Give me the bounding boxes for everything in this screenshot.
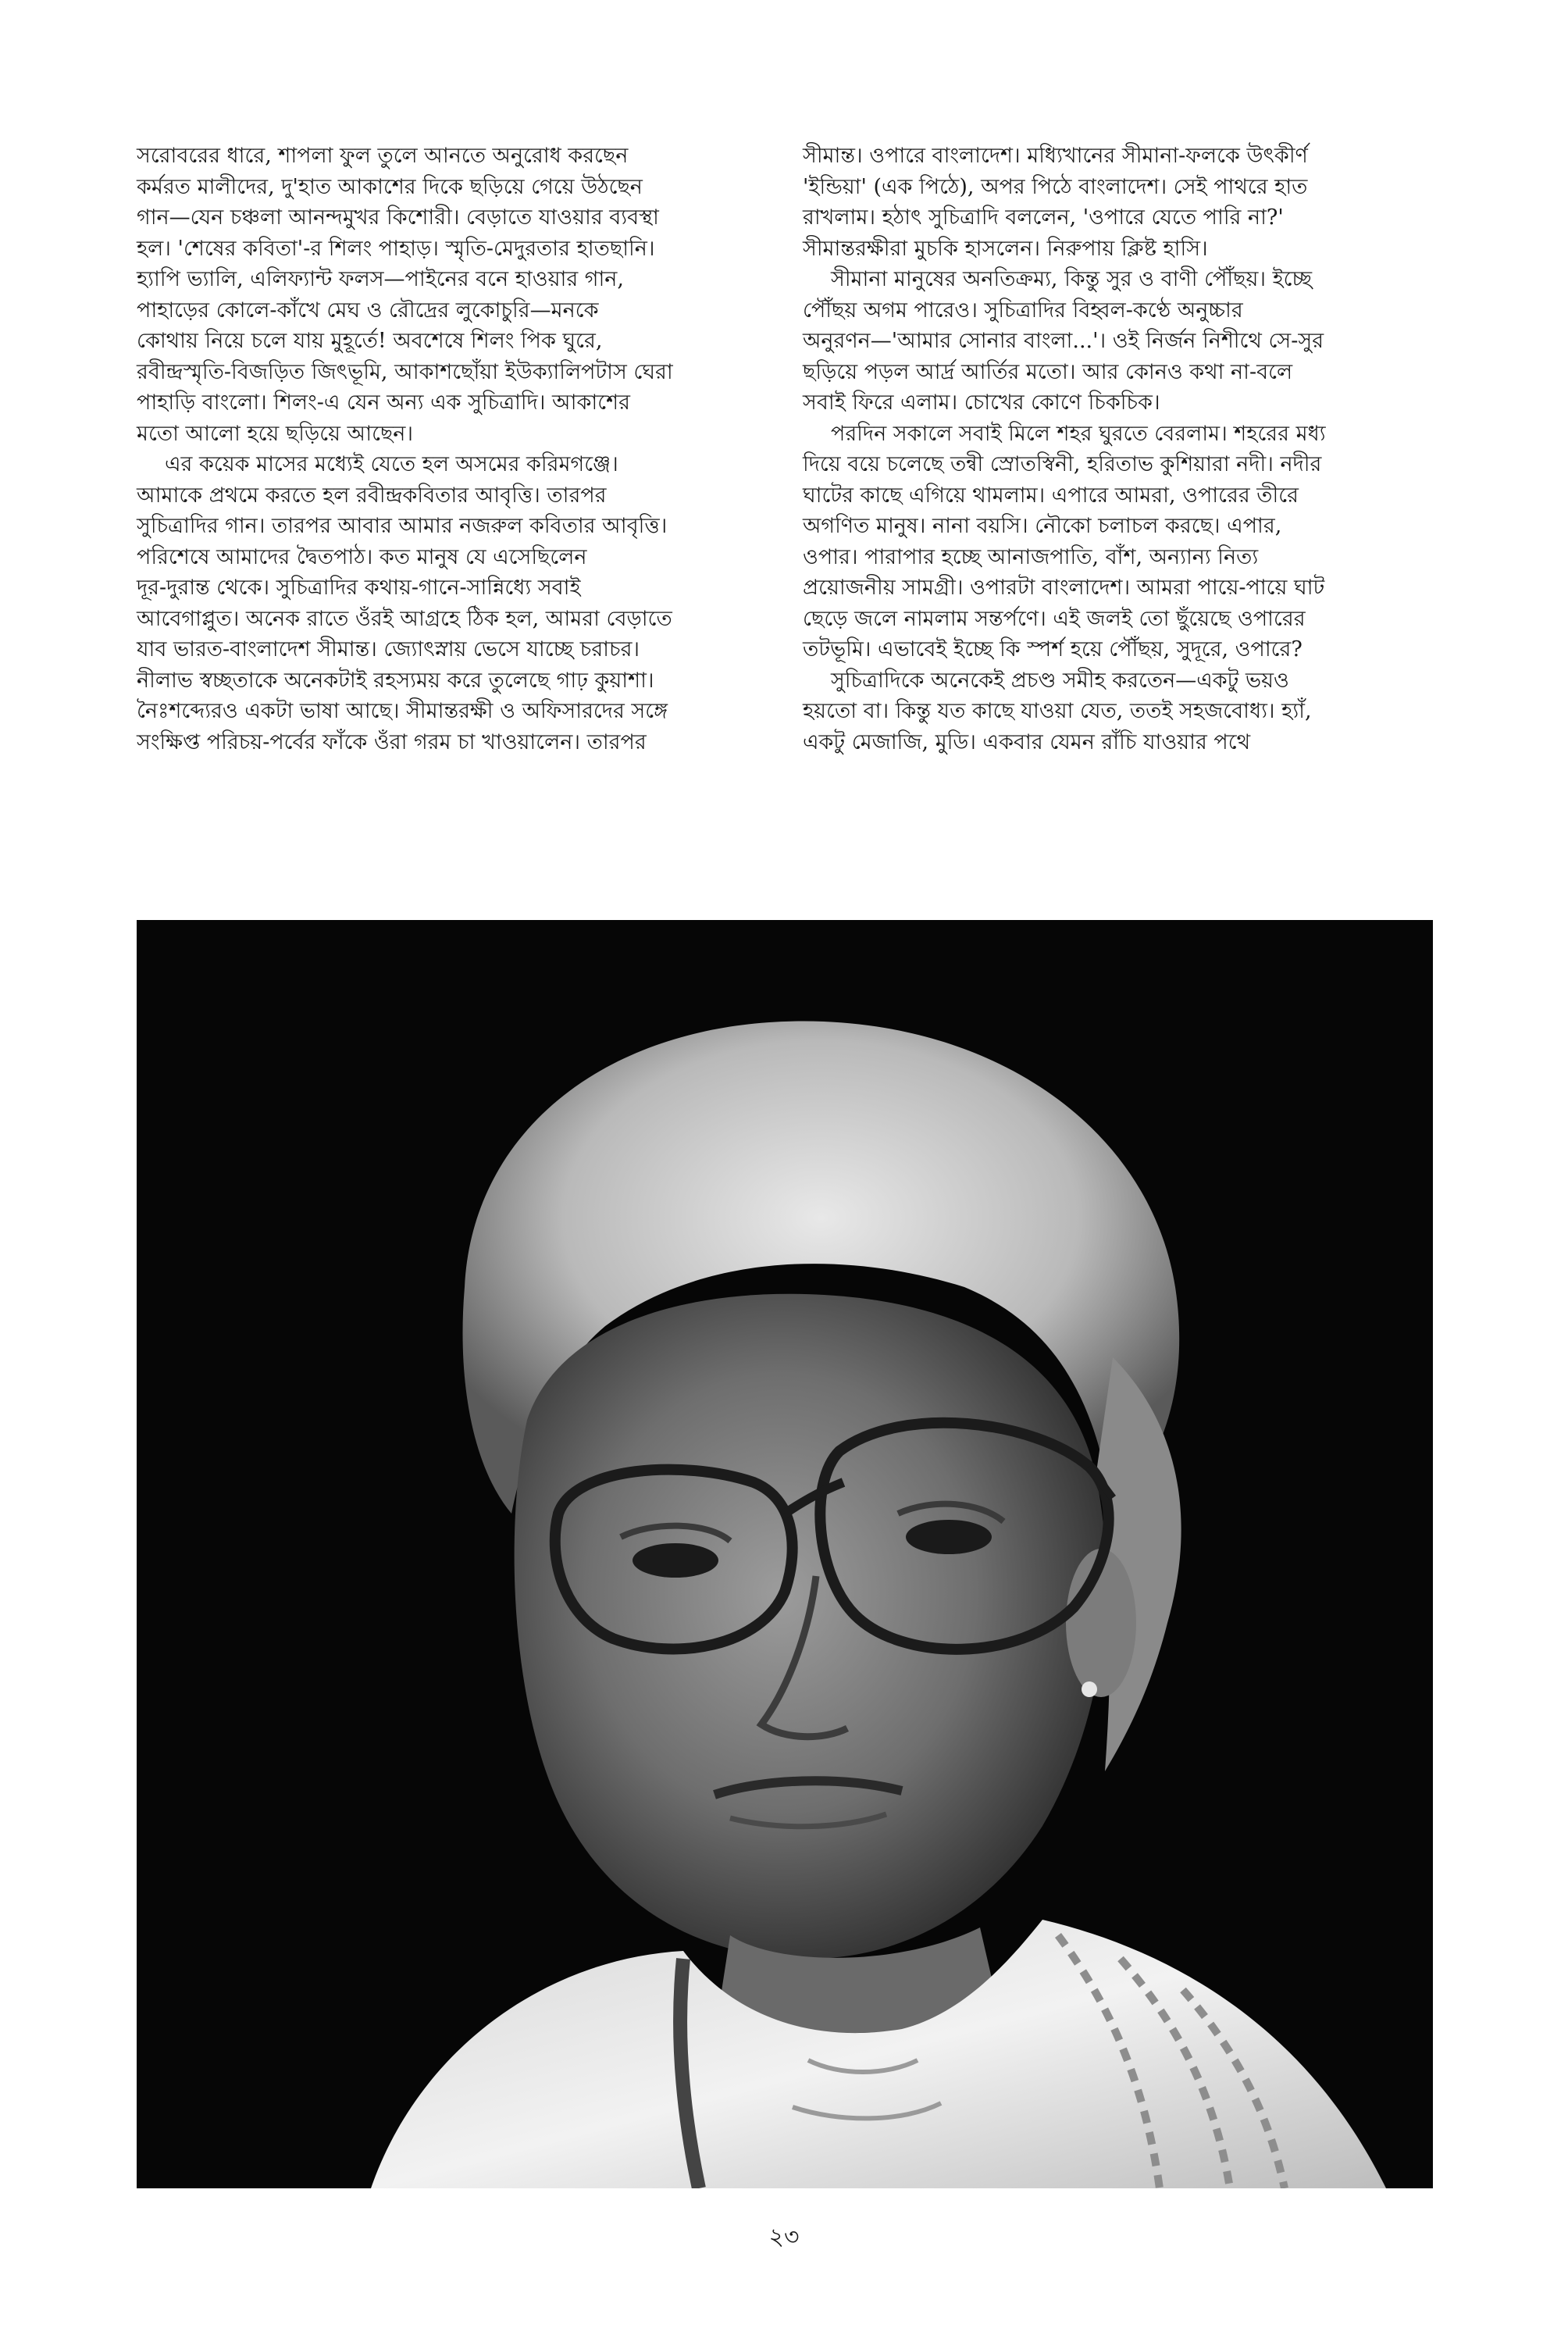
text-line: সীমান্তরক্ষীরা মুচকি হাসলেন। নিরুপায় ক্লিষ্ট হাসি। [803, 236, 1208, 261]
text-line: একটু মেজাজি, মুডি। একবার যেমন রাঁচি যাওয়ার পথে [803, 729, 1251, 754]
text-line: দূর-দুরান্ত থেকে। সুচিত্রাদির কথায়-গানে-সান্নিধ্যে সবাই [137, 576, 581, 600]
page-number: ২৩ [768, 2223, 800, 2251]
portrait-photo-icon [137, 920, 1433, 2188]
text-line: মতো আলো হয়ে ছড়িয়ে আছেন। [137, 421, 414, 446]
text-line: গান—যেন চঞ্চলা আনন্দমুখর কিশোরী। বেড়াতে যাওয়ার ব্যবস্থা [137, 205, 659, 230]
text-line: হল। 'শেষের কবিতা'-র শিলং পাহাড়। স্মৃতি-মেদুরতার হাতছানি। [137, 236, 655, 261]
text-line: রবীন্দ্রস্মৃতি-বিজড়িত জিৎভূমি, আকাশছোঁয়া ইউক্যালিপটাস ঘেরা [137, 359, 673, 384]
text-line: নৈঃশব্দ্যেরও একটা ভাষা আছে। সীমান্তরক্ষী ও অফিসারদের সঙ্গে [137, 699, 668, 723]
left-text-column [137, 141, 785, 758]
text-line: কর্মরত মালীদের, দু'হাত আকাশের দিকে ছড়িয়ে গেয়ে উঠছেন [137, 174, 643, 199]
paragraph-start-line: পরদিন সকালে সবাই মিলে শহর ঘুরতে বেরলাম। শহরের মধ্য [831, 421, 1326, 446]
text-line: কোথায় নিয়ে চলে যায় মুহূর্তে! অবশেষে শিলং পিক ঘুরে, [137, 329, 603, 353]
text-line: হয়তো বা। কিন্তু যত কাছে যাওয়া যেত, ততই সহজবোধ্য। হ্যাঁ, [803, 699, 1312, 723]
text-line: সংক্ষিপ্ত পরিচয়-পর্বের ফাঁকে ওঁরা গরম চা খাওয়ালেন। তারপর [137, 729, 647, 754]
text-line: পাহাড়ি বাংলো। শিলং-এ যেন অন্য এক সুচিত্রাদি। আকাশের [137, 390, 630, 415]
text-line: সবাই ফিরে এলাম। চোখের কোণে চিকচিক। [803, 390, 1160, 415]
text-line: ছড়িয়ে পড়ল আর্দ্র আর্তির মতো। আর কোনও কথা না-বলে [803, 359, 1293, 384]
text-line: পৌঁছয় অগম পারেও। সুচিত্রাদির বিহ্বল-কণ্ঠে অনুচ্চার [803, 298, 1243, 323]
text-line: প্রয়োজনীয় সামগ্রী। ওপারটা বাংলাদেশ। আমরা পায়ে-পায়ে ঘাট [803, 576, 1325, 600]
paragraph-start-line: সীমানা মানুষের অনতিক্রম্য, কিন্তু সুর ও বাণী পৌঁছয়। ইচ্ছে [831, 267, 1313, 291]
text-line: পরিশেষে আমাদের দ্বৈতপাঠ। কত মানুষ যে এসেছিলেন [137, 544, 587, 569]
text-line: অনুরণন—'আমার সোনার বাংলা...'। ওই নির্জন নিশীথে সে-সুর [803, 329, 1324, 353]
text-line: সীমান্ত। ওপারে বাংলাদেশ। মধ্যিখানের সীমানা-ফলকে উৎকীর্ণ [803, 144, 1308, 168]
text-line: 'ইন্ডিয়া' (এক পিঠে), অপর পিঠে বাংলাদেশ। সেই পাথরে হাত [803, 174, 1308, 199]
paragraph-start-line: এর কয়েক মাসের মধ্যেই যেতে হল অসমের করিমগঞ্জে। [165, 452, 618, 476]
text-line: যাব ভারত-বাংলাদেশ সীমান্ত। জ্যোৎস্নায় ভেসে যাচ্ছে চরাচর। [137, 637, 640, 661]
right-text-column [803, 141, 1451, 758]
text-line: দিয়ে বয়ে চলেছে তন্বী স্রোতস্বিনী, হরিতাভ কুশিয়ারা নদী। নদীর [803, 452, 1322, 476]
text-line: ওপার। পারাপার হচ্ছে আনাজপাতি, বাঁশ, অন্যান্য নিত্য [803, 544, 1259, 569]
text-line: আমাকে প্রথমে করতে হল রবীন্দ্রকবিতার আবৃত্তি। তারপর [137, 483, 607, 508]
text-line: সরোবরের ধারে, শাপলা ফুল তুলে আনতে অনুরোধ করছেন [137, 144, 629, 168]
text-line: অগণিত মানুষ। নানা বয়সি। নৌকো চলাচল করছে। এপার, [803, 514, 1282, 538]
paragraph-start-line: সুচিত্রাদিকে অনেকেই প্রচণ্ড সমীহ করতেন—একটু ভয়ও [831, 668, 1289, 693]
portrait-photo [137, 920, 1433, 2188]
text-line: সুচিত্রাদির গান। তারপর আবার আমার নজরুল কবিতার আবৃত্তি। [137, 514, 668, 538]
text-line: ছেড়ে জলে নামলাম সন্তর্পণে। এই জলই তো ছুঁয়েছে ওপারের [803, 606, 1306, 631]
text-line: পাহাড়ের কোলে-কাঁখে মেঘ ও রৌদ্রের লুকোচুরি—মনকে [137, 298, 599, 323]
text-line: ঘাটের কাছে এগিয়ে থামলাম। এপারে আমরা, ওপারের তীরে [803, 483, 1299, 508]
text-line: তটভূমি। এভাবেই ইচ্ছে কি স্পর্শ হয়ে পৌঁছয়, সুদূরে, ওপারে? [803, 637, 1303, 661]
text-line: রাখলাম। হঠাৎ সুচিত্রাদি বললেন, 'ওপারে যেতে পারি না?' [803, 205, 1284, 230]
text-line: আবেগাপ্লুত। অনেক রাতে ওঁরই আগ্রহে ঠিক হল, আমরা বেড়াতে [137, 606, 672, 631]
text-line: হ্যাপি ভ্যালি, এলিফ্যান্ট ফলস—পাইনের বনে হাওয়ার গান, [137, 267, 625, 291]
text-line: নীলাভ স্বচ্ছতাকে অনেকটাই রহস্যময় করে তুলেছে গাঢ় কুয়াশা। [137, 668, 654, 693]
